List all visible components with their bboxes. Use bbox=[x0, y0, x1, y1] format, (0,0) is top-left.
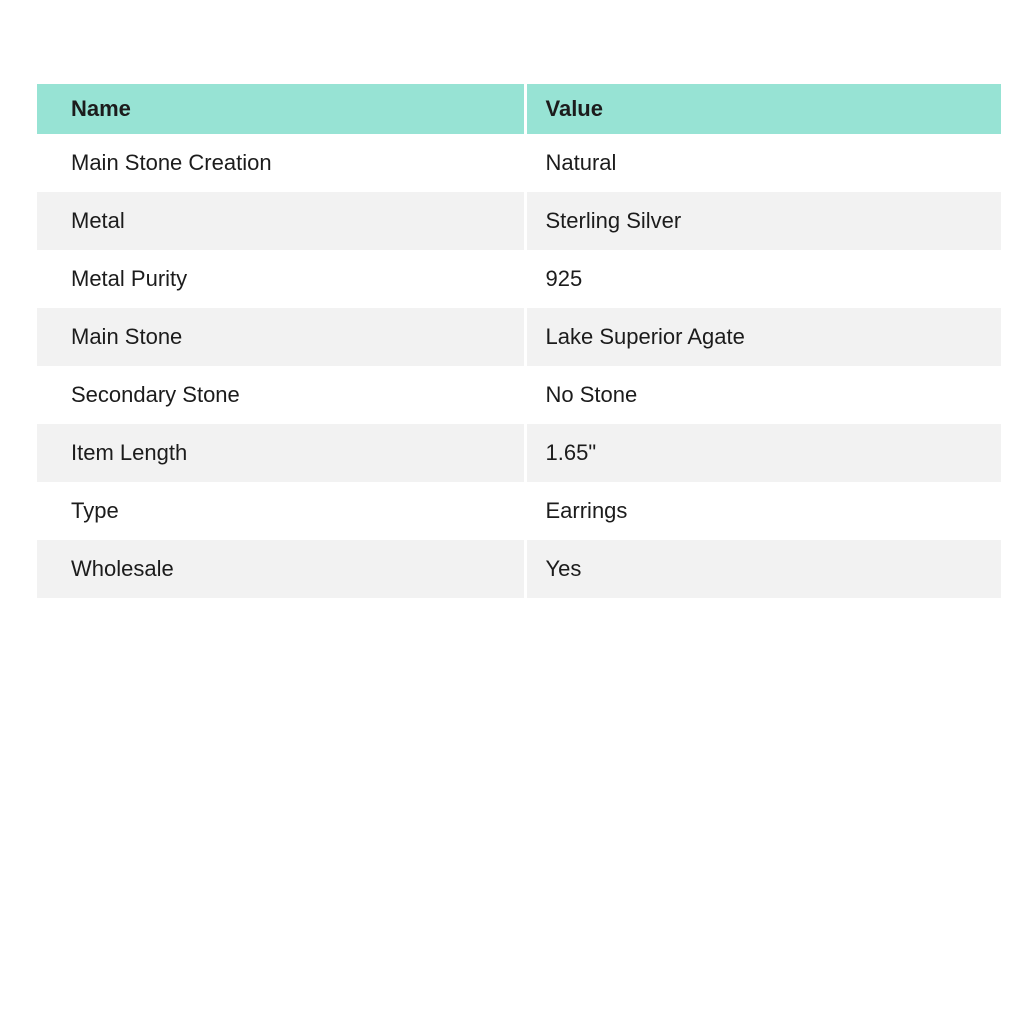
table-row bbox=[37, 308, 1001, 366]
spec-name-cell: Secondary Stone bbox=[37, 366, 525, 424]
spec-value-cell: 1.65" bbox=[525, 424, 1001, 482]
column-header-value: Value bbox=[525, 84, 1001, 134]
spec-value-cell: Lake Superior Agate bbox=[525, 308, 1001, 366]
spec-value-cell: Sterling Silver bbox=[525, 192, 1001, 250]
spec-name-cell: Metal Purity bbox=[37, 250, 525, 308]
spec-name-cell: Main Stone Creation bbox=[37, 134, 525, 192]
spec-name-cell: Type bbox=[37, 482, 525, 540]
specs-table-header bbox=[37, 84, 1001, 134]
spec-name-cell: Metal bbox=[37, 192, 525, 250]
header-row bbox=[37, 84, 1001, 134]
spec-value-cell: Yes bbox=[525, 540, 1001, 598]
table-row bbox=[37, 482, 1001, 540]
spec-value-cell: Earrings bbox=[525, 482, 1001, 540]
product-specs-table bbox=[37, 84, 1001, 598]
table-row bbox=[37, 540, 1001, 598]
spec-value-cell: Natural bbox=[525, 134, 1001, 192]
column-header-name: Name bbox=[37, 84, 525, 134]
table-row bbox=[37, 250, 1001, 308]
specs-table-body bbox=[37, 134, 1001, 598]
table-row bbox=[37, 424, 1001, 482]
spec-name-cell: Wholesale bbox=[37, 540, 525, 598]
spec-name-cell: Main Stone bbox=[37, 308, 525, 366]
spec-name-cell: Item Length bbox=[37, 424, 525, 482]
spec-value-cell: No Stone bbox=[525, 366, 1001, 424]
table-row bbox=[37, 192, 1001, 250]
table-row bbox=[37, 134, 1001, 192]
table-row bbox=[37, 366, 1001, 424]
spec-value-cell: 925 bbox=[525, 250, 1001, 308]
